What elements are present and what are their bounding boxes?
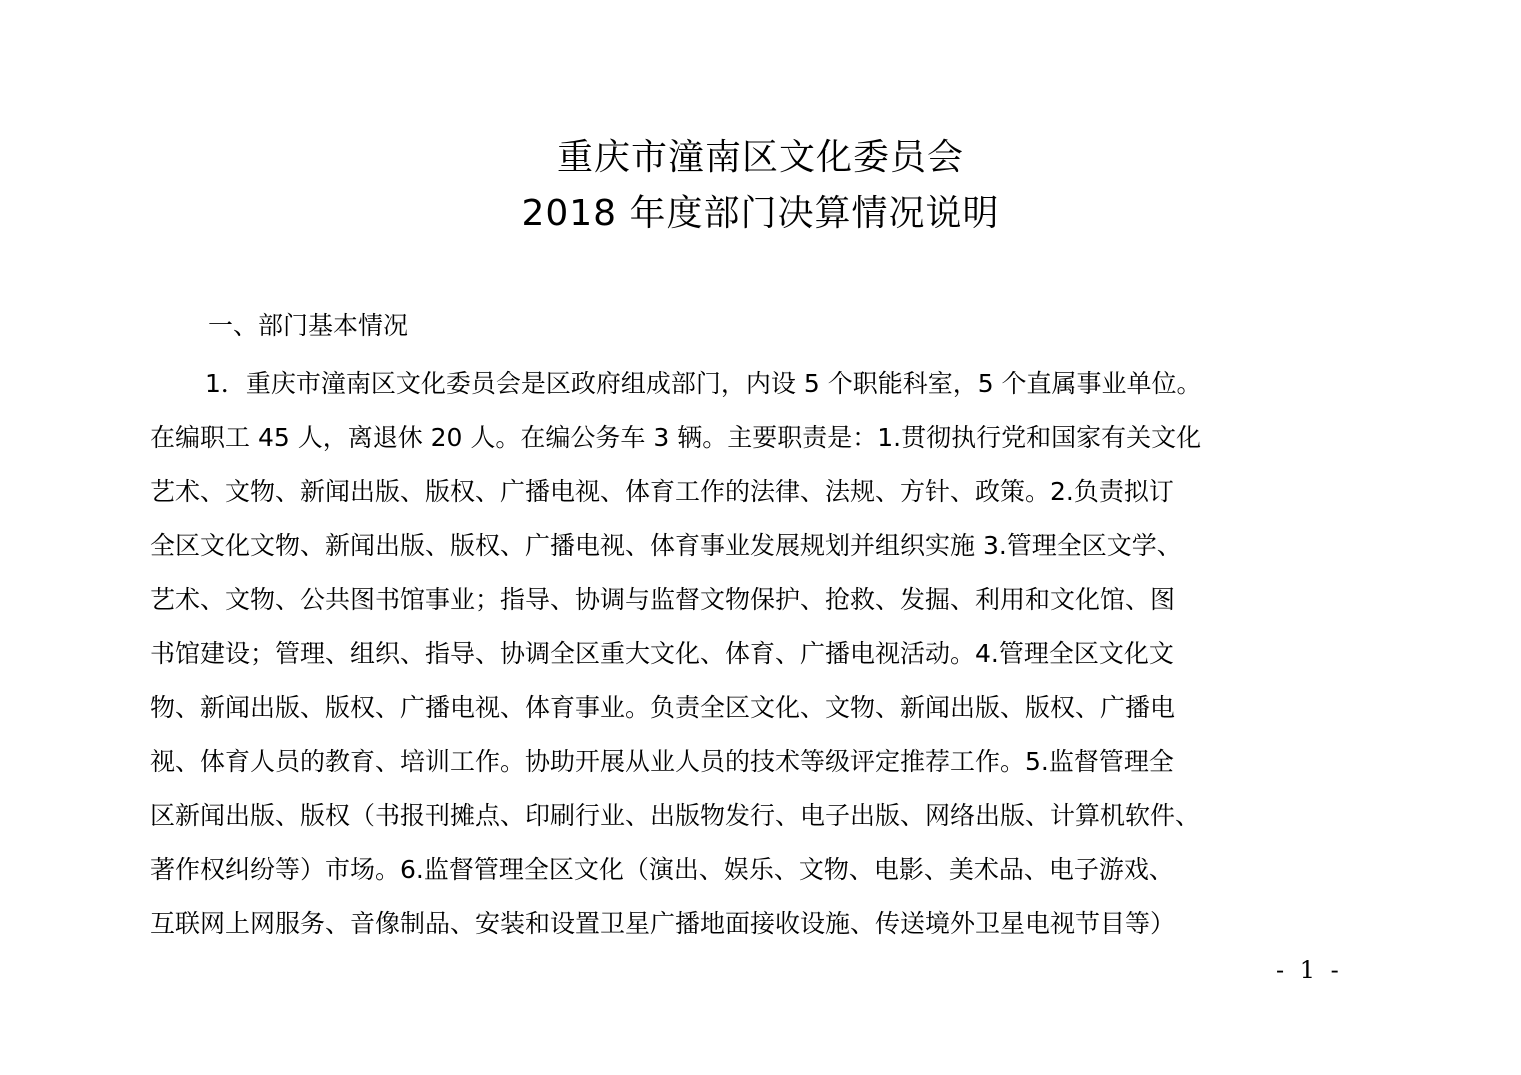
body-line: 艺术、文物、公共图书馆事业；指导、协调与监督文物保护、抢救、发掘、利用和文化馆、图 — [150, 585, 1176, 614]
body-line: 在编职工 45 人，离退休 20 人。在编公务车 3 辆。主要职责是：1.贯彻执行党和国家有关文化 — [150, 423, 1202, 452]
document-subtitle: 2018 年度部门决算情况说明 — [521, 193, 1000, 234]
body-line: 区新闻出版、版权（书报刊摊点、印刷行业、出版物发行、电子出版、网络出版、计算机软件、 — [150, 801, 1201, 830]
body-line: 书馆建设；管理、组织、指导、协调全区重大文化、体育、广播电视活动。4.管理全区文化文 — [150, 639, 1174, 668]
body-line: 著作权纠纷等）市场。6.监督管理全区文化（演出、娱乐、文物、电影、美术品、电子游戏、 — [150, 855, 1174, 884]
page-number: - 1 - — [1276, 956, 1343, 984]
body-line: 全区文化文物、新闻出版、版权、广播电视、体育事业发展规划并组织实施 3.管理全区文学、 — [150, 531, 1182, 560]
body-line: 1．重庆市潼南区文化委员会是区政府组成部门，内设 5 个职能科室，5 个直属事业单位。 — [205, 369, 1202, 398]
body-line: 物、新闻出版、版权、广播电视、体育事业。负责全区文化、文物、新闻出版、版权、广播电 — [150, 693, 1176, 722]
body-line: 艺术、文物、新闻出版、版权、广播电视、体育工作的法律、法规、方针、政策。2.负责拟订 — [150, 477, 1174, 506]
section-heading: 一、部门基本情况 — [208, 311, 409, 340]
body-line: 互联网上网服务、音像制品、安装和设置卫星广播地面接收设施、传送境外卫星电视节目等） — [150, 909, 1176, 938]
body-line: 视、体育人员的教育、培训工作。协助开展从业人员的技术等级评定推荐工作。5.监督管理全 — [150, 747, 1174, 776]
document-title: 重庆市潼南区文化委员会 — [556, 137, 964, 178]
